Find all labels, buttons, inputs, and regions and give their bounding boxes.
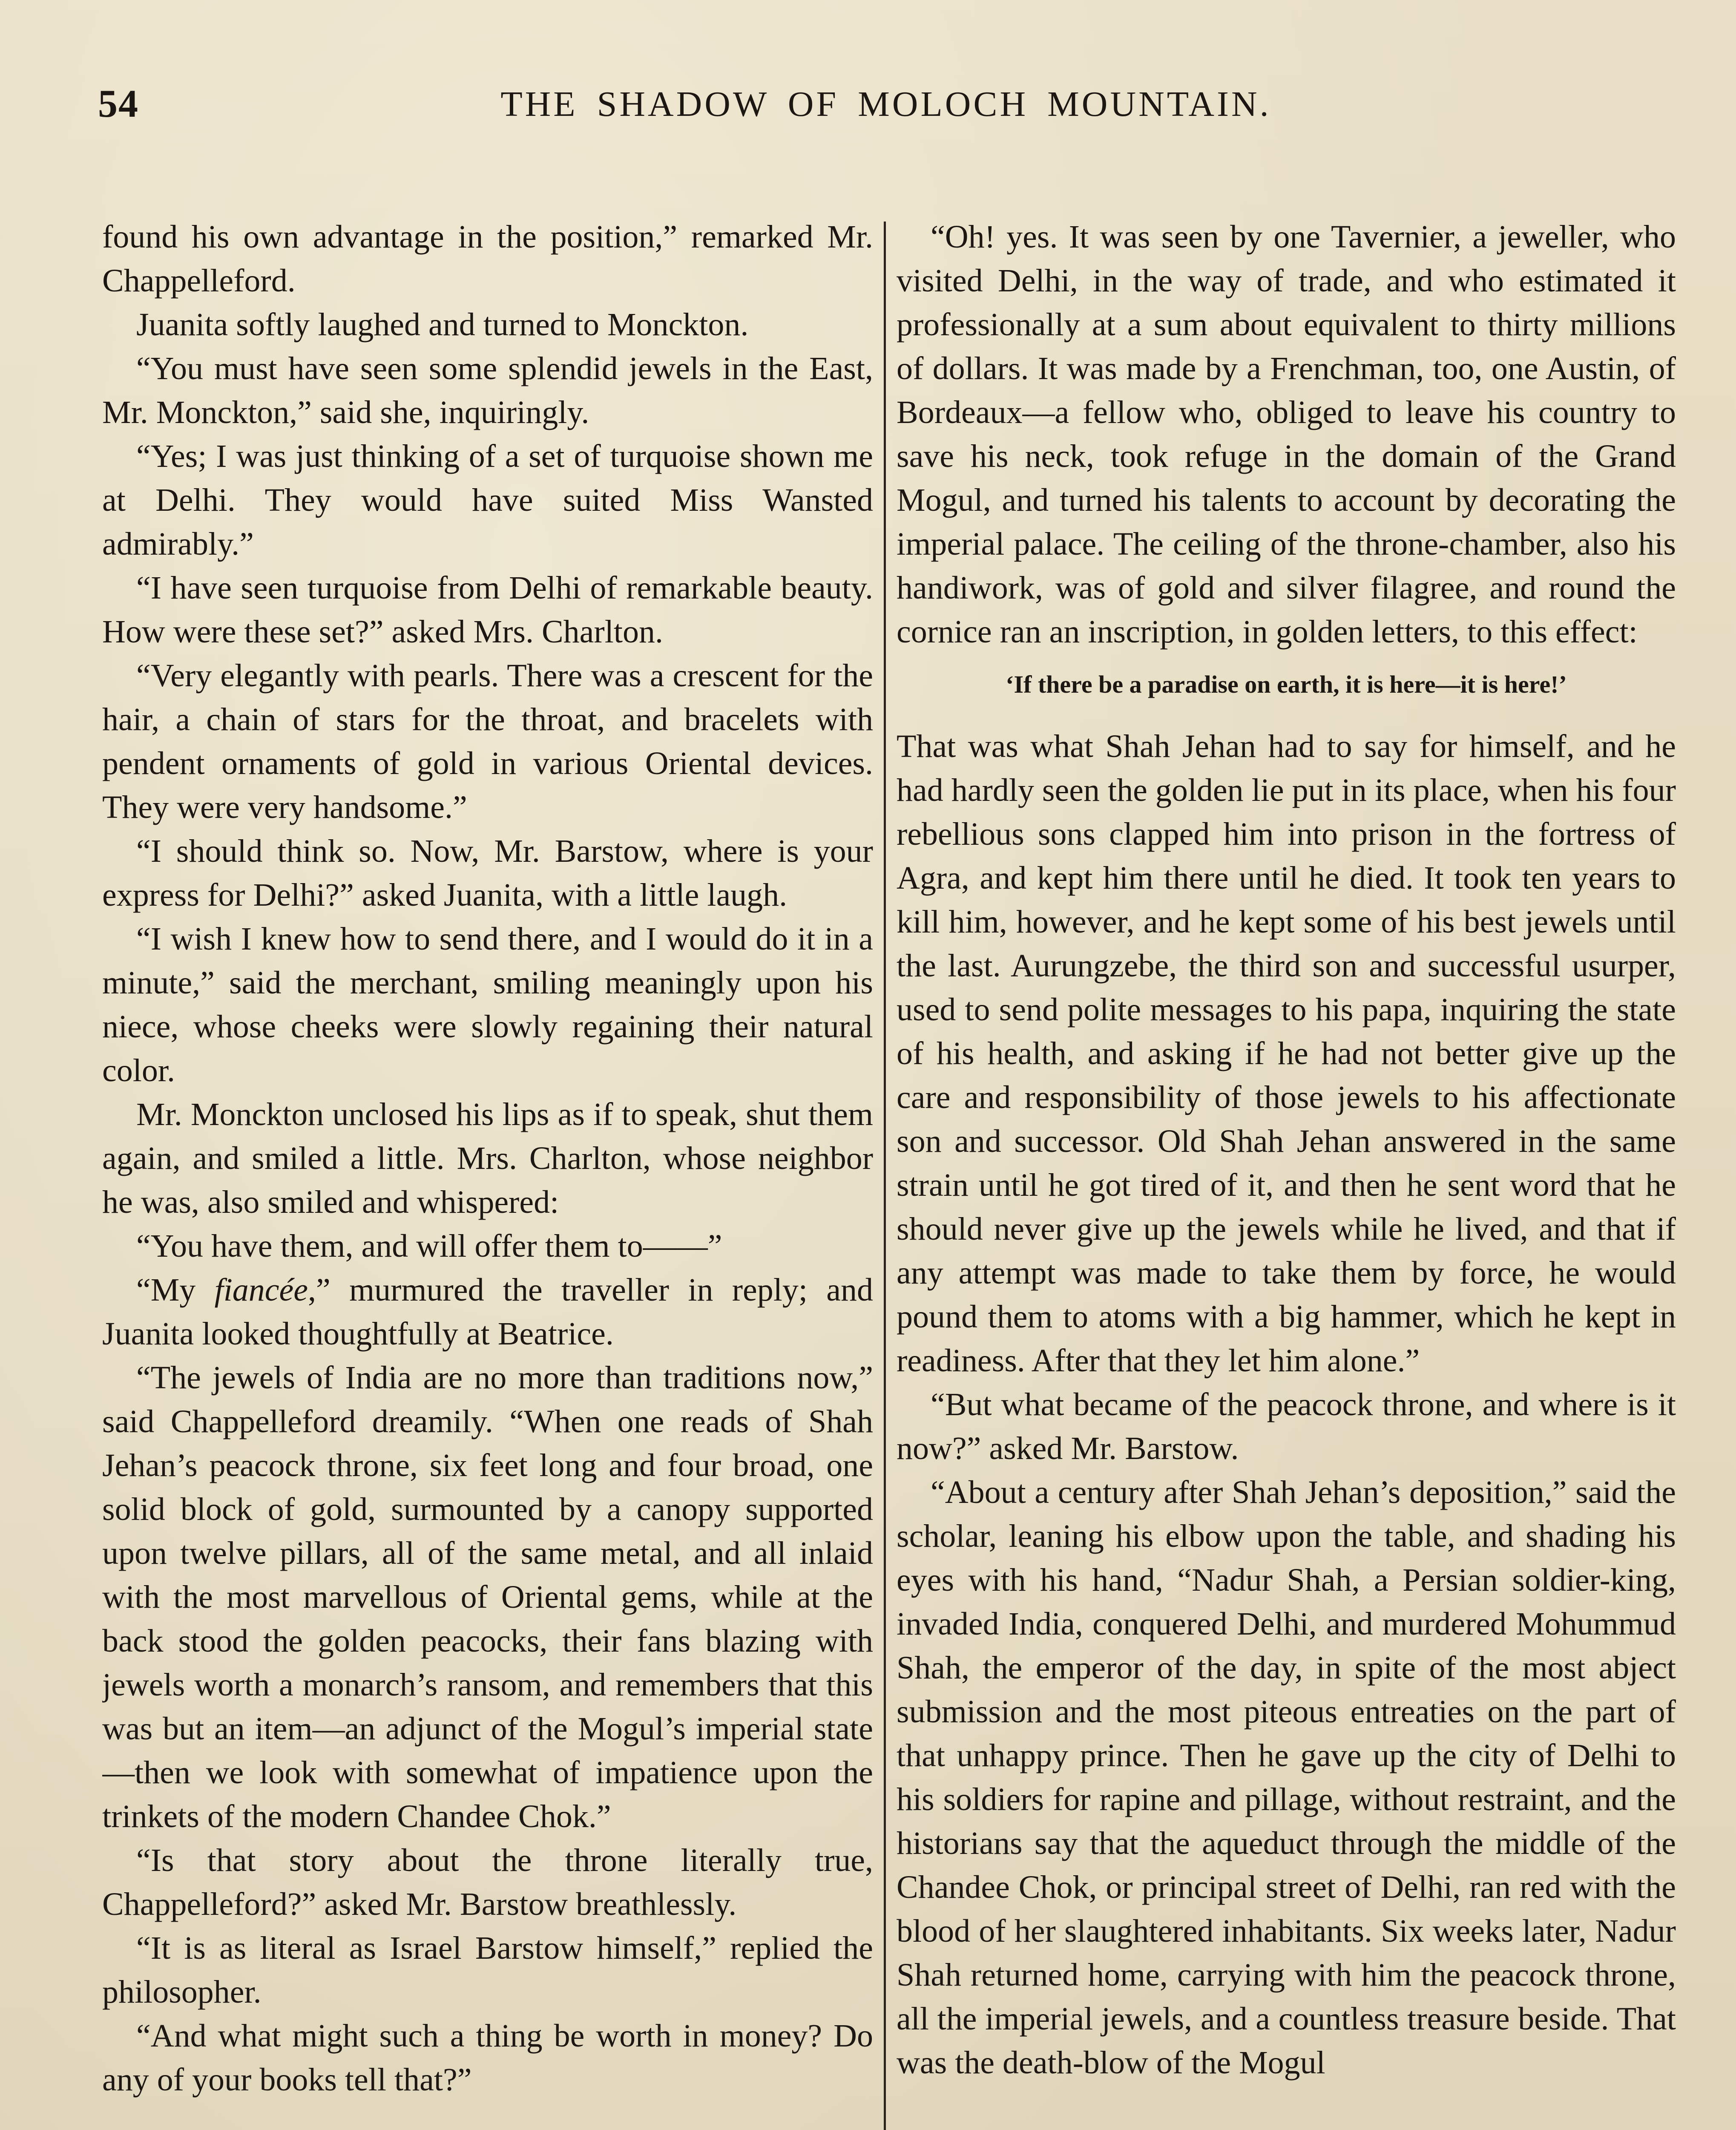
paragraph: found his own advantage in the position,” remarked Mr. Chappelleford. bbox=[102, 219, 873, 299]
inscription: ‘If there be a paradise on earth, it is here—it is here!’ bbox=[1006, 671, 1567, 698]
paragraph: “You must have seen some splendid jewels in the East, Mr. Monckton,” said she, inquiringly. bbox=[102, 351, 873, 430]
column-divider bbox=[884, 222, 886, 2130]
paragraph: “The jewels of India are no more than traditions now,” said Chappelleford dreamily. “When one reads of Shah Jehan’s peacock throne, six feet long and four broad, one solid block of gold, surmounted by a canopy supported upon twelve pillars, all of the same metal, and all inlaid with the most marvellous of Oriental gems, while at the back stood the golden peacocks, their fans blazing with jewels worth a monarch’s ransom, and remembers that this was but an item—an adjunct of the Mogul’s imperial state—then we look with somewhat of impatience upon the trinkets of the modern Chandee Chok.” bbox=[102, 1360, 873, 1834]
paragraph: “Yes; I was just thinking of a set of turquoise shown me at Delhi. They would have suited Miss Wansted admirably.” bbox=[102, 438, 873, 562]
paragraph: “You have them, and will offer them to——” bbox=[136, 1228, 722, 1264]
paragraph: Juanita softly laughed and turned to Monckton. bbox=[136, 307, 749, 343]
paragraph: “Oh! yes. It was seen by one Tavernier, a jeweller, who visited Delhi, in the way of trade, and who estimated it professionally at a sum about equivalent to thirty millions of dollars. It was made by a Frenchman, too, one Austin, of Bordeaux—a fellow who, obliged to leave his country to save his neck, took refuge in the domain of the Grand Mogul, and turned his talents to account by decorating the imperial palace. The ceiling of the throne-chamber, also his handiwork, was of gold and silver filagree, and round the cornice ran an inscription, in golden letters, to this effect: bbox=[897, 219, 1676, 650]
paragraph: “It is as literal as Israel Barstow himself,” replied the philosopher. bbox=[102, 1930, 873, 2010]
paragraph: “My fiancée,” murmured the traveller in reply; and Juanita looked thoughtfully at Beatrice. bbox=[102, 1272, 873, 1352]
paragraph: “But what became of the peacock throne, and where is it now?” asked Mr. Barstow. bbox=[897, 1387, 1676, 1466]
left-column bbox=[102, 215, 873, 2130]
page-number: 54 bbox=[98, 82, 139, 125]
paragraph: That was what Shah Jehan had to say for himself, and he had hardly seen the golden lie put in its place, when his four rebellious sons clapped him into prison in the fortress of Agra, and kept him there until he died. It took ten years to kill him, however, and he kept some of his best jewels until the last. Aurungzebe, the third son and successful usurper, used to send polite messages to his papa, inquiring the state of his health, and asking if he had not better give up the care and responsibility of those jewels to his affectionate son and successor. Old Shah Jehan answered in the same strain until he got tired of it, and then he sent word that he should never give up the jewels while he lived, and that if any attempt was made to take them by force, he would pound them to atoms with a big hammer, which he kept in readiness. After that they let him alone.” bbox=[897, 728, 1676, 1379]
running-title: THE SHADOW OF MOLOCH MOUNTAIN. bbox=[500, 84, 1271, 124]
page-header bbox=[98, 81, 1674, 132]
paragraph: “I have seen turquoise from Delhi of remarkable beauty. How were these set?” asked Mrs. Charlton. bbox=[102, 570, 873, 650]
paragraph: “And what might such a thing be worth in money? Do any of your books tell that?” bbox=[102, 2018, 873, 2098]
right-column bbox=[897, 215, 1676, 2130]
paragraph: “About a century after Shah Jehan’s deposition,” said the scholar, leaning his elbow upon the table, and shading his eyes with his hand, “Nadur Shah, a Persian soldier-king, invaded India, conquered Delhi, and murdered Mohummud Shah, the emperor of the day, in spite of the most abject submission and the most piteous entreaties on the part of that unhappy prince. Then he gave up the city of Delhi to his soldiers for rapine and pillage, without restraint, and the historians say that the aqueduct through the middle of the Chandee Chok, or principal street of Delhi, ran red with the blood of her slaughtered inhabitants. Six weeks later, Nadur Shah returned home, carrying with him the peacock throne, all the imperial jewels, and a countless treasure beside. That was the death-blow of the Mogul bbox=[897, 1474, 1676, 2081]
paragraph: “I wish I knew how to send there, and I would do it in a minute,” said the merchant, smiling meaningly upon his niece, whose cheeks were slowly regaining their natural color. bbox=[102, 921, 873, 1088]
paragraph: “Is that story about the throne literally true, Chappelleford?” asked Mr. Barstow breathlessly. bbox=[102, 1842, 873, 1922]
italic-word: fiancée bbox=[214, 1272, 308, 1308]
paragraph: Mr. Monckton unclosed his lips as if to speak, shut them again, and smiled a little. Mrs. Charlton, whose neighbor he was, also smiled and whispered: bbox=[102, 1097, 873, 1220]
paragraph: “I should think so. Now, Mr. Barstow, where is your express for Delhi?” asked Juanita, with a little laugh. bbox=[102, 833, 873, 913]
paragraph: “Very elegantly with pearls. There was a crescent for the hair, a chain of stars for the throat, and bracelets with pendent ornaments of gold in various Oriental devices. They were very handsome.” bbox=[102, 658, 873, 825]
